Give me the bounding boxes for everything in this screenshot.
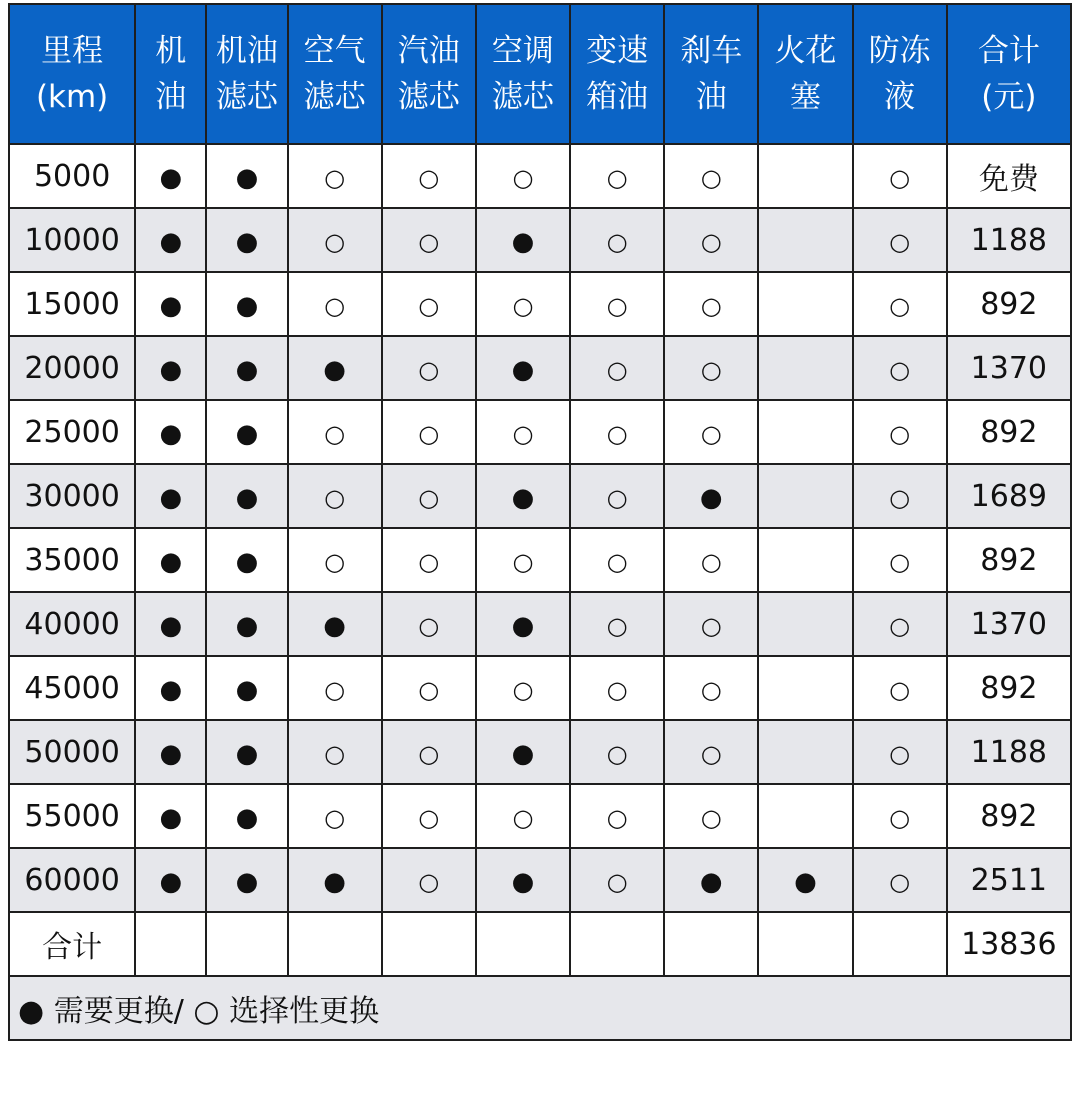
header-mileage-line-1: 里程 xyxy=(41,33,104,69)
cell-symbol: ● xyxy=(235,354,259,385)
cell-symbol: ○ xyxy=(889,675,911,704)
header-coolant-line-1: 防冻 xyxy=(868,33,931,69)
cell-symbol: ● xyxy=(159,802,183,833)
cell-symbol: ● xyxy=(511,226,535,257)
optional-circle-icon xyxy=(853,720,947,784)
header-ac-filter-line-2: 滤芯 xyxy=(491,79,554,115)
grand-total: 13836 xyxy=(947,912,1071,976)
cell-symbol: ● xyxy=(159,866,183,897)
empty-cell xyxy=(758,912,852,976)
table-row xyxy=(9,528,1071,592)
optional-circle-icon xyxy=(664,720,758,784)
cell-symbol: ● xyxy=(235,802,259,833)
empty-cell xyxy=(758,528,852,592)
optional-circle-icon xyxy=(853,592,947,656)
cell-symbol: ○ xyxy=(418,163,440,192)
required-dot-icon xyxy=(288,848,382,912)
mileage-cell: 60000 xyxy=(9,848,135,912)
row-total-cell: 1188 xyxy=(947,720,1071,784)
cell-symbol: ○ xyxy=(418,227,440,256)
required-dot-icon xyxy=(135,336,206,400)
optional-circle-icon xyxy=(570,528,664,592)
optional-circle-icon xyxy=(853,528,947,592)
table-row xyxy=(9,784,1071,848)
required-dot-icon xyxy=(476,336,570,400)
cell-symbol: ○ xyxy=(324,227,346,256)
empty-cell xyxy=(476,912,570,976)
row-total-cell: 1370 xyxy=(947,336,1071,400)
cell-symbol: ○ xyxy=(606,547,628,576)
optional-circle-icon xyxy=(288,272,382,336)
optional-circle-icon xyxy=(476,784,570,848)
cell-symbol: ○ xyxy=(700,547,722,576)
optional-circle-icon xyxy=(664,400,758,464)
optional-circle-icon xyxy=(853,464,947,528)
row-total-cell: 892 xyxy=(947,528,1071,592)
optional-circle-icon xyxy=(288,720,382,784)
cell-symbol: ● xyxy=(235,738,259,769)
optional-circle-icon xyxy=(382,272,476,336)
optional-circle-icon xyxy=(853,336,947,400)
empty-cell xyxy=(758,720,852,784)
cell-symbol: ○ xyxy=(512,419,534,448)
cell-symbol: ● xyxy=(159,418,183,449)
header-transmission-oil-line-2: 箱油 xyxy=(586,79,649,115)
header-ac-filter xyxy=(476,4,570,144)
cell-symbol: ● xyxy=(159,226,183,257)
table-row xyxy=(9,720,1071,784)
required-dot-icon xyxy=(476,592,570,656)
optional-circle-icon xyxy=(570,464,664,528)
required-dot-icon xyxy=(476,848,570,912)
cell-symbol: ● xyxy=(699,866,723,897)
header-spark-plug xyxy=(758,4,852,144)
optional-circle-icon xyxy=(382,784,476,848)
cell-symbol: ○ xyxy=(324,163,346,192)
row-total-cell: 892 xyxy=(947,656,1071,720)
row-total-cell: 1370 xyxy=(947,592,1071,656)
row-total-cell: 892 xyxy=(947,272,1071,336)
cell-symbol: ○ xyxy=(700,163,722,192)
header-coolant xyxy=(853,4,947,144)
empty-cell xyxy=(758,208,852,272)
empty-cell xyxy=(853,912,947,976)
header-oil-filter-line-1: 机油 xyxy=(215,33,278,69)
optional-circle-icon xyxy=(853,144,947,208)
table-row xyxy=(9,272,1071,336)
empty-cell xyxy=(758,464,852,528)
required-dot-icon xyxy=(135,592,206,656)
cell-symbol: ○ xyxy=(418,483,440,512)
optional-circle-icon xyxy=(288,656,382,720)
table-row xyxy=(9,400,1071,464)
required-dot-icon xyxy=(135,528,206,592)
cell-symbol: ○ xyxy=(606,227,628,256)
required-dot-icon xyxy=(206,656,287,720)
row-total-cell: 1188 xyxy=(947,208,1071,272)
header-total xyxy=(947,4,1071,144)
optional-circle-icon xyxy=(476,400,570,464)
optional-circle-icon xyxy=(382,336,476,400)
header-air-filter xyxy=(288,4,382,144)
cell-symbol: ○ xyxy=(889,547,911,576)
optional-circle-icon xyxy=(382,528,476,592)
cell-symbol: ○ xyxy=(700,739,722,768)
optional-circle-icon xyxy=(664,208,758,272)
optional-circle-icon xyxy=(853,272,947,336)
cell-symbol: ○ xyxy=(889,355,911,384)
header-total-line-2: (元) xyxy=(981,79,1037,115)
cell-symbol: ○ xyxy=(324,291,346,320)
cell-symbol: ● xyxy=(159,162,183,193)
empty-cell xyxy=(758,656,852,720)
cell-symbol: ● xyxy=(159,546,183,577)
cell-symbol: ● xyxy=(235,290,259,321)
cell-symbol: ○ xyxy=(700,803,722,832)
header-fuel-filter-line-2: 滤芯 xyxy=(397,79,460,115)
cell-symbol: ○ xyxy=(700,355,722,384)
cell-symbol: ○ xyxy=(324,675,346,704)
mileage-cell: 10000 xyxy=(9,208,135,272)
optional-circle-icon xyxy=(476,272,570,336)
summary-row xyxy=(9,912,1071,976)
cell-symbol: ○ xyxy=(889,739,911,768)
table-row xyxy=(9,656,1071,720)
cell-symbol: ○ xyxy=(700,611,722,640)
required-dot-icon xyxy=(288,592,382,656)
optional-circle-icon xyxy=(570,848,664,912)
cell-symbol: ● xyxy=(235,226,259,257)
cell-symbol: ● xyxy=(159,290,183,321)
empty-cell xyxy=(758,400,852,464)
mileage-cell: 30000 xyxy=(9,464,135,528)
legend: ● 需要更换/ ○ 选择性更换 xyxy=(9,976,1071,1040)
optional-circle-icon xyxy=(570,208,664,272)
header-brake-fluid-line-1: 刹车 xyxy=(680,33,743,69)
header-oil-filter xyxy=(206,4,287,144)
header-spark-plug-line-2: 塞 xyxy=(789,79,821,115)
table-row xyxy=(9,144,1071,208)
header-brake-fluid-line-2: 油 xyxy=(695,79,727,115)
cell-symbol: ● xyxy=(511,738,535,769)
optional-circle-icon xyxy=(853,400,947,464)
cell-symbol: ○ xyxy=(512,675,534,704)
cell-symbol: ○ xyxy=(418,355,440,384)
optional-circle-icon xyxy=(382,144,476,208)
mileage-cell: 5000 xyxy=(9,144,135,208)
required-dot-icon xyxy=(206,144,287,208)
optional-circle-icon xyxy=(664,528,758,592)
optional-circle-icon xyxy=(570,144,664,208)
required-dot-icon xyxy=(135,848,206,912)
mileage-cell: 20000 xyxy=(9,336,135,400)
required-dot-icon xyxy=(664,848,758,912)
required-dot-icon xyxy=(206,528,287,592)
cell-symbol: ○ xyxy=(606,739,628,768)
optional-circle-icon xyxy=(853,656,947,720)
cell-symbol: ○ xyxy=(512,803,534,832)
required-dot-icon xyxy=(135,720,206,784)
cell-symbol: ○ xyxy=(606,611,628,640)
header-air-filter-line-2: 滤芯 xyxy=(303,79,366,115)
cell-symbol: ● xyxy=(159,354,183,385)
mileage-cell: 40000 xyxy=(9,592,135,656)
optional-circle-icon xyxy=(382,208,476,272)
optional-circle-icon xyxy=(664,656,758,720)
maintenance-cost-table xyxy=(8,3,1072,1041)
cell-symbol: ○ xyxy=(889,163,911,192)
cell-symbol: ● xyxy=(235,482,259,513)
cell-symbol: ○ xyxy=(324,739,346,768)
cell-symbol: ● xyxy=(235,418,259,449)
cell-symbol: ○ xyxy=(700,291,722,320)
header-transmission-oil-line-1: 变速 xyxy=(586,33,649,69)
legend-row xyxy=(9,976,1071,1040)
cell-symbol: ○ xyxy=(889,611,911,640)
header-fuel-filter-line-1: 汽油 xyxy=(397,33,460,69)
optional-circle-icon xyxy=(570,336,664,400)
optional-circle-icon xyxy=(853,784,947,848)
cell-symbol: ○ xyxy=(606,163,628,192)
cell-symbol: ○ xyxy=(700,227,722,256)
required-dot-icon xyxy=(135,144,206,208)
optional-circle-icon xyxy=(570,784,664,848)
cell-symbol: ● xyxy=(323,354,346,385)
optional-circle-icon xyxy=(288,528,382,592)
empty-cell xyxy=(135,912,206,976)
cell-symbol: ○ xyxy=(418,611,440,640)
table-row xyxy=(9,336,1071,400)
row-total-cell: 892 xyxy=(947,784,1071,848)
optional-circle-icon xyxy=(476,656,570,720)
required-dot-icon xyxy=(206,720,287,784)
optional-circle-icon xyxy=(382,592,476,656)
cell-symbol: ○ xyxy=(324,419,346,448)
optional-circle-icon xyxy=(664,272,758,336)
required-dot-icon xyxy=(476,720,570,784)
header-engine-oil-line-2: 油 xyxy=(155,79,187,115)
cell-symbol: ○ xyxy=(418,547,440,576)
empty-cell xyxy=(758,592,852,656)
optional-circle-icon xyxy=(288,208,382,272)
cell-symbol: ○ xyxy=(606,483,628,512)
required-dot-icon xyxy=(206,336,287,400)
cell-symbol: ● xyxy=(159,674,183,705)
cell-symbol: ● xyxy=(159,610,183,641)
cell-symbol: ○ xyxy=(418,675,440,704)
cell-symbol: ● xyxy=(323,610,346,641)
empty-cell xyxy=(758,144,852,208)
required-dot-icon xyxy=(206,464,287,528)
cell-symbol: ○ xyxy=(418,803,440,832)
empty-cell xyxy=(382,912,476,976)
required-dot-icon xyxy=(135,656,206,720)
cell-symbol: ● xyxy=(511,482,535,513)
optional-circle-icon xyxy=(288,464,382,528)
header-spark-plug-line-1: 火花 xyxy=(774,33,837,69)
header-air-filter-line-1: 空气 xyxy=(303,33,366,69)
cell-symbol: ○ xyxy=(606,803,628,832)
cell-symbol: ○ xyxy=(324,483,346,512)
optional-circle-icon xyxy=(664,144,758,208)
cell-symbol: ● xyxy=(235,610,259,641)
required-dot-icon xyxy=(135,272,206,336)
mileage-cell: 25000 xyxy=(9,400,135,464)
row-total-cell: 1689 xyxy=(947,464,1071,528)
required-dot-icon xyxy=(135,208,206,272)
cell-symbol: ○ xyxy=(418,739,440,768)
header-engine-oil-line-1: 机 xyxy=(155,33,187,69)
cell-symbol: ○ xyxy=(606,867,628,896)
optional-circle-icon xyxy=(664,592,758,656)
cell-symbol: ○ xyxy=(324,547,346,576)
cell-symbol: ○ xyxy=(418,867,440,896)
table-row xyxy=(9,208,1071,272)
optional-circle-icon xyxy=(382,464,476,528)
empty-cell xyxy=(758,272,852,336)
optional-circle-icon xyxy=(288,144,382,208)
optional-circle-icon xyxy=(288,400,382,464)
cell-symbol: ○ xyxy=(606,419,628,448)
mileage-cell: 15000 xyxy=(9,272,135,336)
header-oil-filter-line-2: 滤芯 xyxy=(215,79,278,115)
cell-symbol: ○ xyxy=(418,291,440,320)
optional-circle-icon xyxy=(664,784,758,848)
cell-symbol: ● xyxy=(235,866,259,897)
empty-cell xyxy=(288,912,382,976)
optional-circle-icon xyxy=(382,400,476,464)
cell-symbol: ○ xyxy=(889,291,911,320)
required-dot-icon xyxy=(135,464,206,528)
cell-symbol: ○ xyxy=(889,867,911,896)
cell-symbol: ● xyxy=(511,354,535,385)
cell-symbol: ○ xyxy=(512,163,534,192)
optional-circle-icon xyxy=(382,656,476,720)
header-total-line-1: 合计 xyxy=(977,33,1040,69)
required-dot-icon xyxy=(206,208,287,272)
cell-symbol: ● xyxy=(159,482,183,513)
optional-circle-icon xyxy=(476,528,570,592)
optional-circle-icon xyxy=(382,720,476,784)
cell-symbol: ○ xyxy=(324,803,346,832)
header-mileage-line-2: (km) xyxy=(35,79,109,115)
row-total-cell: 892 xyxy=(947,400,1071,464)
header-fuel-filter xyxy=(382,4,476,144)
mileage-cell: 35000 xyxy=(9,528,135,592)
cell-symbol: ● xyxy=(323,866,346,897)
optional-circle-icon xyxy=(664,336,758,400)
cell-symbol: ○ xyxy=(606,291,628,320)
table-row xyxy=(9,592,1071,656)
required-dot-icon xyxy=(135,400,206,464)
table-body xyxy=(9,144,1071,1040)
required-dot-icon xyxy=(206,400,287,464)
optional-circle-icon xyxy=(853,848,947,912)
header-row xyxy=(9,4,1071,144)
cell-symbol: ○ xyxy=(889,483,911,512)
optional-circle-icon xyxy=(853,208,947,272)
cell-symbol: ○ xyxy=(512,291,534,320)
empty-cell xyxy=(664,912,758,976)
header-engine-oil xyxy=(135,4,206,144)
cell-symbol: ○ xyxy=(606,675,628,704)
cell-symbol: ○ xyxy=(418,419,440,448)
cell-symbol: ● xyxy=(235,162,259,193)
empty-cell xyxy=(758,336,852,400)
header-brake-fluid xyxy=(664,4,758,144)
mileage-cell: 45000 xyxy=(9,656,135,720)
cell-symbol: ● xyxy=(511,866,535,897)
optional-circle-icon xyxy=(570,272,664,336)
required-dot-icon xyxy=(206,592,287,656)
required-dot-icon xyxy=(476,208,570,272)
cell-symbol: ● xyxy=(511,610,535,641)
row-total-cell: 免费 xyxy=(947,144,1071,208)
mileage-cell: 50000 xyxy=(9,720,135,784)
header-mileage xyxy=(9,4,135,144)
required-dot-icon xyxy=(664,464,758,528)
optional-circle-icon xyxy=(570,656,664,720)
cell-symbol: ○ xyxy=(606,355,628,384)
cell-symbol: ● xyxy=(699,482,723,513)
cell-symbol: ○ xyxy=(889,803,911,832)
optional-circle-icon xyxy=(570,400,664,464)
cell-symbol: ○ xyxy=(889,419,911,448)
optional-circle-icon xyxy=(382,848,476,912)
empty-cell xyxy=(758,784,852,848)
cell-symbol: ● xyxy=(235,546,259,577)
required-dot-icon xyxy=(135,784,206,848)
header-coolant-line-2: 液 xyxy=(884,79,916,115)
summary-label: 合计 xyxy=(9,912,135,976)
cell-symbol: ● xyxy=(235,674,259,705)
row-total-cell: 2511 xyxy=(947,848,1071,912)
required-dot-icon xyxy=(288,336,382,400)
header-ac-filter-line-1: 空调 xyxy=(491,33,554,69)
header-transmission-oil xyxy=(570,4,664,144)
optional-circle-icon xyxy=(570,592,664,656)
cell-symbol: ○ xyxy=(889,227,911,256)
required-dot-icon xyxy=(476,464,570,528)
optional-circle-icon xyxy=(476,144,570,208)
mileage-cell: 55000 xyxy=(9,784,135,848)
optional-circle-icon xyxy=(288,784,382,848)
cell-symbol: ○ xyxy=(512,547,534,576)
required-dot-icon xyxy=(206,848,287,912)
table-row xyxy=(9,848,1071,912)
table-row xyxy=(9,464,1071,528)
cell-symbol: ● xyxy=(794,866,817,897)
required-dot-icon xyxy=(206,272,287,336)
optional-circle-icon xyxy=(570,720,664,784)
cell-symbol: ○ xyxy=(700,675,722,704)
required-dot-icon xyxy=(206,784,287,848)
cell-symbol: ● xyxy=(159,738,183,769)
cell-symbol: ○ xyxy=(700,419,722,448)
empty-cell xyxy=(570,912,664,976)
empty-cell xyxy=(206,912,287,976)
required-dot-icon xyxy=(758,848,852,912)
